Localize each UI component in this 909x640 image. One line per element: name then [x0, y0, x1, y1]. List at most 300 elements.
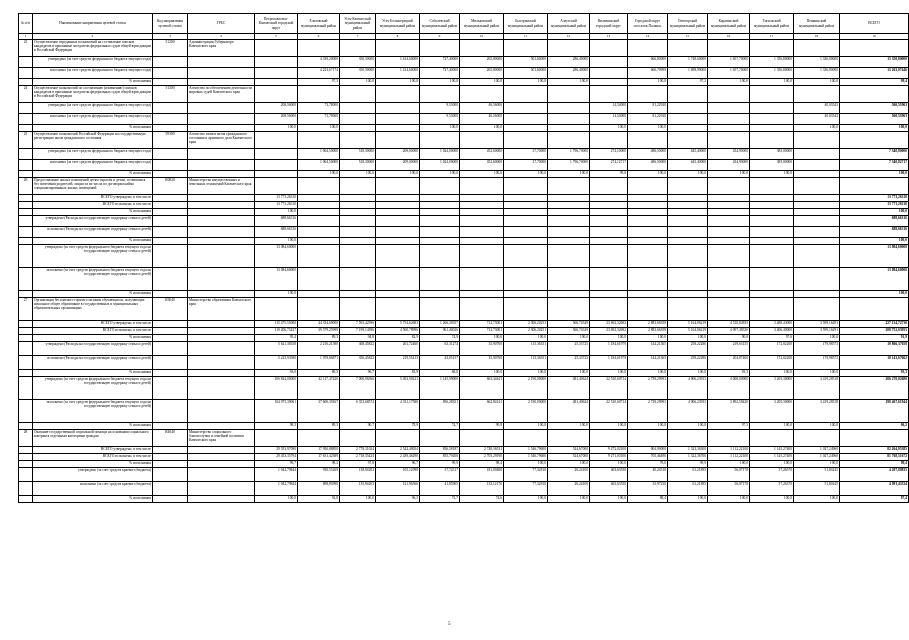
- value-cell: 645,40000: [668, 160, 708, 171]
- table-row: [19, 468, 909, 482]
- row-label-cell: исполнено (Расходы на государственную поддержку семьи и детей): [33, 356, 153, 370]
- value-cell: 37,74317: [420, 468, 460, 482]
- value-cell: 1 748,60000: [668, 57, 708, 68]
- row-label-cell: % исполнения: [33, 125, 153, 132]
- value-cell: [376, 216, 420, 227]
- value-cell: [548, 227, 590, 238]
- value-cell: [548, 298, 590, 321]
- value-cell: 17 631,42389: [298, 454, 340, 461]
- value-cell: 2 718,35424: [340, 454, 376, 461]
- value-cell: 100,0: [794, 125, 840, 132]
- table-row: [19, 171, 909, 178]
- value-cell: [420, 86, 460, 103]
- value-cell: 100,0: [548, 370, 590, 377]
- value-cell: 712,73001: [460, 328, 504, 335]
- value-cell: 2 190,00000: [504, 400, 548, 423]
- value-cell: 5 621,38358: [255, 342, 298, 356]
- value-cell: 100,0: [750, 171, 794, 178]
- value-cell: [460, 209, 504, 216]
- value-cell: [794, 298, 840, 321]
- value-cell: [298, 268, 340, 291]
- value-cell: [750, 40, 794, 57]
- value-cell: 481,40624: [548, 400, 590, 423]
- value-cell: 434,90000: [708, 149, 750, 160]
- value-cell: 452,60000: [460, 149, 504, 160]
- grbs-cell: [188, 291, 255, 298]
- value-cell: 904,99000: [628, 447, 668, 454]
- value-cell: 44 334,69000: [298, 321, 340, 328]
- value-cell: [590, 79, 628, 86]
- value-cell: 368,45822: [340, 342, 376, 356]
- value-cell: 727,40000: [420, 57, 460, 68]
- row-label-cell: Организация бесплатного горячего питания обучающихся, получающих начальное общее образование в государственных и муниципальных образовательных организациях: [33, 298, 153, 321]
- value-cell: 99,9: [460, 423, 504, 430]
- value-cell: [708, 132, 750, 149]
- header-cell: Олюторский муниципальный район: [668, 14, 708, 34]
- code-cell: [153, 216, 188, 227]
- code-cell: [153, 125, 188, 132]
- value-cell: [420, 132, 460, 149]
- code-cell: [153, 321, 188, 328]
- code-cell: R0820: [153, 178, 188, 195]
- value-cell: [628, 195, 668, 202]
- value-cell: [376, 209, 420, 216]
- value-cell: 89,3: [298, 335, 340, 342]
- code-cell: [153, 209, 188, 216]
- value-cell: 100,0: [628, 79, 668, 86]
- value-cell: 666,79999: [628, 68, 668, 79]
- value-cell: 35,90760: [460, 356, 504, 370]
- value-cell: 100,0: [298, 171, 340, 178]
- value-cell: 43,05157: [420, 356, 460, 370]
- code-cell: [153, 496, 188, 503]
- grbs-cell: [188, 423, 255, 430]
- value-cell: 5 164,06219: [668, 328, 708, 335]
- value-cell: 1 546,79600: [504, 447, 548, 454]
- code-cell: R3040: [153, 298, 188, 321]
- value-cell: 61,21895: [668, 482, 708, 496]
- value-cell: 2 705,29190: [460, 454, 504, 461]
- value-cell: [340, 103, 376, 114]
- grbs-cell: [188, 342, 255, 356]
- value-cell: [504, 216, 548, 227]
- value-cell: 13 084,60000: [840, 245, 909, 268]
- value-cell: 57,26570: [750, 468, 794, 482]
- row-label-cell: утверждено (за счет средств федерального бюджета текущего года): [33, 103, 153, 114]
- value-cell: [460, 238, 504, 245]
- value-cell: 100,0: [590, 461, 628, 468]
- value-cell: [708, 178, 750, 195]
- value-cell: [590, 40, 628, 57]
- value-cell: 856,58187: [420, 447, 460, 454]
- row-label-cell: % исполнения: [33, 79, 153, 86]
- value-cell: [504, 268, 548, 291]
- value-cell: [794, 291, 840, 298]
- value-cell: [340, 216, 376, 227]
- row-number-cell: [19, 227, 33, 238]
- table-row: [19, 335, 909, 342]
- value-cell: [668, 298, 708, 321]
- value-cell: 95,4: [255, 335, 298, 342]
- value-cell: 100,0: [376, 79, 420, 86]
- value-cell: 1 356,80000: [750, 68, 794, 79]
- value-cell: 100,0: [708, 496, 750, 503]
- value-cell: 198 467,61944: [840, 400, 909, 423]
- value-cell: [298, 132, 340, 149]
- value-cell: [420, 227, 460, 238]
- row-label-cell: ВСЕГО утверждено, в том числе: [33, 321, 153, 328]
- value-cell: [668, 114, 708, 125]
- value-cell: [708, 114, 750, 125]
- table-row: [19, 461, 909, 468]
- value-cell: 78,0: [628, 461, 668, 468]
- value-cell: [420, 238, 460, 245]
- value-cell: 179,98573: [794, 342, 840, 356]
- value-cell: 144,21365: [628, 342, 668, 356]
- value-cell: 208 752,03955: [840, 328, 909, 335]
- value-cell: 2 216,21580: [298, 342, 340, 356]
- value-cell: 100,0: [794, 423, 840, 430]
- value-cell: 261,72460: [376, 342, 420, 356]
- value-cell: 100,0: [420, 79, 460, 86]
- grbs-cell: [188, 377, 255, 400]
- table-row: [19, 342, 909, 356]
- value-cell: 81 768,51672: [840, 454, 909, 461]
- table-row: [19, 400, 909, 423]
- code-cell: [153, 482, 188, 496]
- value-cell: [794, 430, 840, 447]
- value-cell: 115,36351: [504, 356, 548, 370]
- value-cell: 121,96566: [376, 482, 420, 496]
- value-cell: 2 739,29993: [628, 400, 668, 423]
- value-cell: [794, 227, 840, 238]
- value-cell: 219,55413: [376, 356, 420, 370]
- value-cell: [668, 202, 708, 209]
- value-cell: 13 084,60000: [840, 268, 909, 291]
- value-cell: [298, 202, 340, 209]
- row-number-cell: [19, 335, 33, 342]
- value-cell: 1 657,70000: [708, 57, 750, 68]
- value-cell: 265,80000: [460, 57, 504, 68]
- value-cell: 1 112,22100: [708, 447, 750, 454]
- value-cell: [504, 209, 548, 216]
- value-cell: [460, 86, 504, 103]
- budget-table: [18, 13, 909, 503]
- value-cell: [590, 68, 628, 79]
- value-cell: 99,9: [420, 461, 460, 468]
- value-cell: [340, 209, 376, 216]
- value-cell: [460, 40, 504, 57]
- value-cell: 100,0: [708, 461, 750, 468]
- value-cell: 100,0: [460, 335, 504, 342]
- value-cell: 1 112,22100: [708, 454, 750, 461]
- value-cell: [504, 227, 548, 238]
- value-cell: 100,0: [420, 171, 460, 178]
- value-cell: [628, 238, 668, 245]
- value-cell: 4 207,80835: [840, 468, 909, 482]
- value-cell: 452,60000: [460, 160, 504, 171]
- row-label-cell: исполнено (за счет средств краевого бюджета): [33, 482, 153, 496]
- table-row: [19, 245, 909, 268]
- value-cell: [590, 227, 628, 238]
- row-label-cell: % исполнения: [33, 238, 153, 245]
- value-cell: 1 266,30357: [420, 321, 460, 328]
- value-cell: 486,50000: [628, 160, 668, 171]
- value-cell: 100,0: [750, 370, 794, 377]
- column-index-cell: 14: [628, 34, 668, 40]
- value-cell: [590, 132, 628, 149]
- value-cell: 274,10000: [590, 149, 628, 160]
- value-cell: 61,21895: [668, 468, 708, 482]
- value-cell: 5 754,62681: [376, 321, 420, 328]
- value-cell: [840, 40, 909, 57]
- value-cell: [794, 202, 840, 209]
- column-index-cell: 4: [188, 34, 255, 40]
- value-cell: [420, 216, 460, 227]
- value-cell: 97,6: [750, 335, 794, 342]
- value-cell: [340, 202, 376, 209]
- value-cell: 68,0: [420, 370, 460, 377]
- value-cell: [504, 86, 548, 103]
- value-cell: [750, 125, 794, 132]
- value-cell: 9 272,02100: [590, 447, 628, 454]
- value-cell: [298, 178, 340, 195]
- value-cell: [794, 268, 840, 291]
- value-cell: [628, 202, 668, 209]
- value-cell: 35,90760: [460, 342, 504, 356]
- value-cell: 13 773,26310: [840, 202, 909, 209]
- value-cell: 1 322,36700: [668, 454, 708, 461]
- value-cell: [376, 291, 420, 298]
- value-cell: 40,03543: [794, 114, 840, 125]
- table-row: [19, 216, 909, 227]
- value-cell: [376, 202, 420, 209]
- header-cell: Соболевский муниципальный район: [420, 14, 460, 34]
- value-cell: [794, 149, 840, 160]
- code-cell: [153, 423, 188, 430]
- value-cell: [504, 132, 548, 149]
- column-index-cell: 13: [590, 34, 628, 40]
- value-cell: 3 205,30000: [750, 400, 794, 423]
- value-cell: [298, 245, 340, 268]
- value-cell: 10 866,37658: [840, 342, 909, 356]
- value-cell: [298, 209, 340, 216]
- value-cell: 705,46490: [628, 454, 668, 461]
- grbs-cell: [188, 245, 255, 268]
- row-label-cell: утверждено (за счет средств федерального бюджета текущего года на государственную поддержку семьи и детей): [33, 377, 153, 400]
- value-cell: 96,7: [340, 370, 376, 377]
- value-cell: 1 323,36300: [668, 447, 708, 454]
- value-cell: 100,0: [794, 335, 840, 342]
- value-cell: 37,70000: [504, 149, 548, 160]
- value-cell: 110 206,73437: [255, 328, 298, 335]
- value-cell: 501,60000: [504, 68, 548, 79]
- value-cell: [376, 178, 420, 195]
- header-cell: Елизовский муниципальный район: [298, 14, 340, 34]
- value-cell: 100,0: [750, 423, 794, 430]
- value-cell: 100,0: [628, 125, 668, 132]
- value-cell: [548, 114, 590, 125]
- value-cell: 10 143,67662: [840, 356, 909, 370]
- value-cell: 91,9: [840, 335, 909, 342]
- row-number-cell: [19, 209, 33, 216]
- value-cell: [750, 103, 794, 114]
- grbs-cell: Агентство по обеспечению деятельности мировых судей Камчатского края: [188, 86, 255, 103]
- value-cell: 97,4: [840, 496, 909, 503]
- value-cell: 100,0: [840, 125, 909, 132]
- value-cell: 144,21365: [628, 356, 668, 370]
- value-cell: [460, 291, 504, 298]
- value-cell: 5 225,93580: [255, 356, 298, 370]
- row-label-cell: утверждено (Расходы на государственную поддержку семьи и детей): [33, 342, 153, 356]
- header-cell: ВСЕГО: [840, 14, 909, 34]
- table-row: [19, 321, 909, 328]
- value-cell: 100,0: [255, 291, 298, 298]
- value-cell: 209,00000: [376, 160, 420, 171]
- row-number-cell: [19, 79, 33, 86]
- row-number-cell: 24: [19, 86, 33, 103]
- value-cell: 22 510,60714: [590, 400, 628, 423]
- value-cell: [460, 202, 504, 209]
- value-cell: [298, 40, 340, 57]
- value-cell: 105,12098: [376, 468, 420, 482]
- value-cell: [376, 245, 420, 268]
- value-cell: [420, 202, 460, 209]
- table-row: [19, 195, 909, 202]
- grbs-cell: [188, 400, 255, 423]
- value-cell: [340, 227, 376, 238]
- column-index-cell: 1: [19, 34, 33, 40]
- value-cell: 35,97230: [628, 482, 668, 496]
- value-cell: 2 739,29993: [628, 377, 668, 400]
- row-number-cell: [19, 342, 33, 356]
- value-cell: 7 000,96566: [340, 377, 376, 400]
- value-cell: 4 510,82835: [708, 321, 750, 328]
- value-cell: 486,50000: [628, 149, 668, 160]
- value-cell: [750, 245, 794, 268]
- value-cell: [340, 245, 376, 268]
- value-cell: 227 134,72730: [840, 321, 909, 328]
- value-cell: 37 600,39167: [298, 400, 340, 423]
- value-cell: 100,0: [708, 79, 750, 86]
- header-row: [19, 14, 909, 34]
- value-cell: 22 510,60714: [590, 377, 628, 400]
- value-cell: 1 184,61979: [590, 342, 628, 356]
- value-cell: 208,56000: [255, 114, 298, 125]
- grbs-cell: [188, 461, 255, 468]
- value-cell: 1 145,27400: [750, 447, 794, 454]
- value-cell: 81,22920: [628, 103, 668, 114]
- value-cell: 97,2: [668, 79, 708, 86]
- row-number-cell: [19, 496, 33, 503]
- value-cell: [750, 430, 794, 447]
- value-cell: [794, 178, 840, 195]
- value-cell: [750, 298, 794, 321]
- grbs-cell: [188, 149, 255, 160]
- value-cell: [708, 125, 750, 132]
- value-cell: [708, 195, 750, 202]
- value-cell: 434,90000: [708, 160, 750, 171]
- row-number-cell: [19, 238, 33, 245]
- code-cell: [153, 245, 188, 268]
- row-number-cell: [19, 114, 33, 125]
- value-cell: 100,0: [840, 171, 909, 178]
- value-cell: [504, 103, 548, 114]
- value-cell: 2 190,00000: [504, 377, 548, 400]
- value-cell: 3 419,28518: [794, 377, 840, 400]
- value-cell: 90,7: [340, 423, 376, 430]
- value-cell: [794, 216, 840, 227]
- value-cell: 688,66316: [255, 227, 298, 238]
- value-cell: 77,32810: [504, 482, 548, 496]
- value-cell: [420, 209, 460, 216]
- value-cell: 463,63550: [590, 468, 628, 482]
- row-number-cell: [19, 454, 33, 461]
- grbs-cell: Министерство социального благополучия и семейной политики Камчатского края: [188, 430, 255, 447]
- header-cell: Карагинский муниципальный район: [708, 14, 750, 34]
- value-cell: 23 692,32692: [590, 328, 628, 335]
- table-row: [19, 268, 909, 291]
- value-cell: 1 024,00000: [420, 149, 460, 160]
- value-cell: 100,0: [420, 125, 460, 132]
- value-cell: [708, 86, 750, 103]
- value-cell: [298, 227, 340, 238]
- value-cell: 5 164,06219: [668, 321, 708, 328]
- value-cell: [548, 245, 590, 268]
- grbs-cell: [188, 103, 255, 114]
- value-cell: [750, 132, 794, 149]
- value-cell: 9,53000: [420, 103, 460, 114]
- row-label-cell: Оказание государственной социальной помощи на основании социального контракта отдельным категориям граждан: [33, 430, 153, 447]
- grbs-cell: Министерство образования Камчатского края: [188, 298, 255, 321]
- value-cell: 712,73001: [460, 321, 504, 328]
- value-cell: 350,30000: [340, 57, 376, 68]
- value-cell: [840, 298, 909, 321]
- value-cell: 100,0: [255, 209, 298, 216]
- value-cell: 9 271,03100: [590, 454, 628, 461]
- value-cell: [590, 202, 628, 209]
- row-label-cell: исполнено (за счет средств федерального бюджета текущего года): [33, 160, 153, 171]
- column-index-cell: 3: [153, 34, 188, 40]
- budget-report-sheet: [18, 13, 907, 503]
- table-row: [19, 209, 909, 216]
- value-cell: 78,9: [376, 423, 420, 430]
- value-cell: 92,8: [298, 496, 340, 503]
- value-cell: [548, 209, 590, 216]
- value-cell: 208,56000: [255, 103, 298, 114]
- value-cell: 1 356,80000: [750, 57, 794, 68]
- value-cell: 100,0: [668, 423, 708, 430]
- value-cell: 7 340,82717: [840, 160, 909, 171]
- value-cell: 2 306,20251: [504, 328, 548, 335]
- row-number-cell: 25: [19, 132, 33, 149]
- table-row: [19, 238, 909, 245]
- value-cell: 73,78000: [298, 114, 340, 125]
- value-cell: 100,0: [668, 370, 708, 377]
- value-cell: 219,63155: [708, 342, 750, 356]
- value-cell: [298, 86, 340, 103]
- value-cell: [750, 178, 794, 195]
- value-cell: 97,3: [708, 423, 750, 430]
- value-cell: [340, 430, 376, 447]
- value-cell: 115 475,55000: [255, 321, 298, 328]
- value-cell: 46,56000: [460, 103, 504, 114]
- value-cell: 172,02200: [750, 342, 794, 356]
- value-cell: 93,0: [255, 370, 298, 377]
- row-label-cell: утверждено (за счет средств федерального бюджета текущего года): [33, 57, 153, 68]
- value-cell: 1 145,99000: [420, 377, 460, 400]
- value-cell: [255, 132, 298, 149]
